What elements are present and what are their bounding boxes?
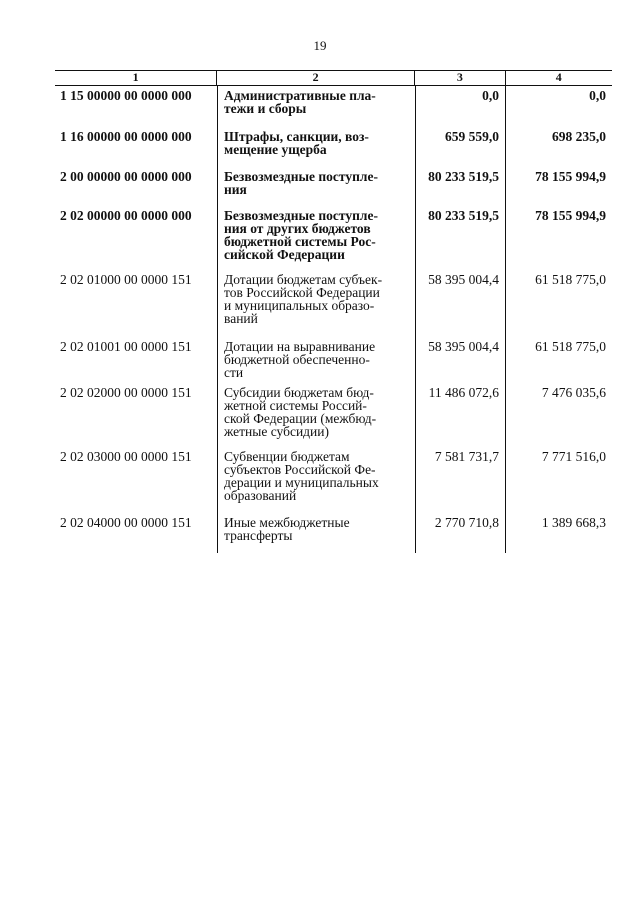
row-value-col3: 7 581 731,7 [415,447,505,513]
row-name-line: жетные субсидии) [224,424,329,439]
row-value-col3: 0,0 [415,86,505,127]
row-value-col4: 78 155 994,9 [505,206,612,270]
row-value-col4: 61 518 775,0 [505,270,612,337]
row-name-line: образований [224,488,297,503]
row-value-col3: 80 233 519,5 [415,206,505,270]
table-row [55,86,612,127]
column-header: 2 [216,71,414,85]
row-code: 2 02 02000 00 0000 151 [60,385,192,400]
column-header: 4 [505,71,612,85]
row-value-col3: 58 395 004,4 [415,337,505,383]
row-code: 2 02 00000 00 0000 000 [60,208,192,223]
row-code: 2 02 01001 00 0000 151 [60,339,192,354]
table-row [55,127,612,167]
row-name [217,206,415,270]
row-name-line: ния [224,182,247,197]
row-value-col3: 58 395 004,4 [415,270,505,337]
row-name-line: мещение ущерба [224,142,327,157]
row-name-line: и муниципальных образо- [224,298,375,313]
row-name-line: тов Российской Федерации [224,285,380,300]
column-header: 3 [414,71,505,85]
row-name [217,86,415,127]
row-name [217,167,415,206]
row-value-col4: 1 389 668,3 [505,513,612,553]
row-name [217,447,415,513]
row-name-line: трансферты [224,528,293,543]
row-code: 2 02 03000 00 0000 151 [60,449,192,464]
row-value-col3: 11 486 072,6 [415,383,505,447]
row-name-line: Субсидии бюджетам бюд- [224,385,374,400]
row-name [217,127,415,167]
row-value-col4: 7 476 035,6 [505,383,612,447]
row-name-line: бюджетной обеспеченно- [224,352,370,367]
row-name-line: Безвозмездные поступле- [224,208,378,223]
row-name-line: жетной системы Россий- [224,398,367,413]
row-name-line: Дотации бюджетам субъек- [224,272,383,287]
row-name-line: субъектов Российской Фе- [224,462,376,477]
table-header-row [55,70,612,86]
row-name-line: Иные межбюджетные [224,515,350,530]
row-name [217,513,415,553]
row-value-col4: 7 771 516,0 [505,447,612,513]
table-body [55,86,612,553]
row-value-col4: 0,0 [505,86,612,127]
row-name [217,270,415,337]
row-code: 1 16 00000 00 0000 000 [60,129,192,144]
column-header: 1 [132,70,139,84]
row-name-line: Безвозмездные поступле- [224,169,378,184]
row-value-col4: 61 518 775,0 [505,337,612,383]
table-row [55,337,612,383]
table-row [55,383,612,447]
row-name-line: сийской Федерации [224,247,345,262]
row-value-col4: 698 235,0 [505,127,612,167]
table-row [55,513,612,553]
row-name-line: бюджетной системы Рос- [224,234,376,249]
row-code: 1 15 00000 00 0000 000 [60,88,192,103]
row-code: 2 02 01000 00 0000 151 [60,272,192,287]
row-name-line: сти [224,365,244,380]
row-value-col4: 78 155 994,9 [505,167,612,206]
row-name-line: Административные пла- [224,88,376,103]
row-name-line: Дотации на выравнивание [224,339,376,354]
row-name-line: ваний [224,311,258,326]
row-value-col3: 2 770 710,8 [415,513,505,553]
table-row [55,447,612,513]
budget-table [55,70,612,553]
row-name [217,383,415,447]
table-row [55,167,612,206]
page-number: 19 [313,38,327,53]
row-name-line: тежи и сборы [224,101,307,116]
row-name-line: ния от других бюджетов [224,221,371,236]
table-row [55,270,612,337]
row-name-line: ской Федерации (межбюд- [224,411,377,426]
row-code: 2 00 00000 00 0000 000 [60,169,192,184]
row-code: 2 02 04000 00 0000 151 [60,515,192,530]
row-name-line: Штрафы, санкции, воз- [224,129,369,144]
row-name [217,337,415,383]
row-name-line: Субвенции бюджетам [224,449,350,464]
row-name-line: дерации и муниципальных [224,475,379,490]
row-value-col3: 659 559,0 [415,127,505,167]
row-value-col3: 80 233 519,5 [415,167,505,206]
table-row [55,206,612,270]
